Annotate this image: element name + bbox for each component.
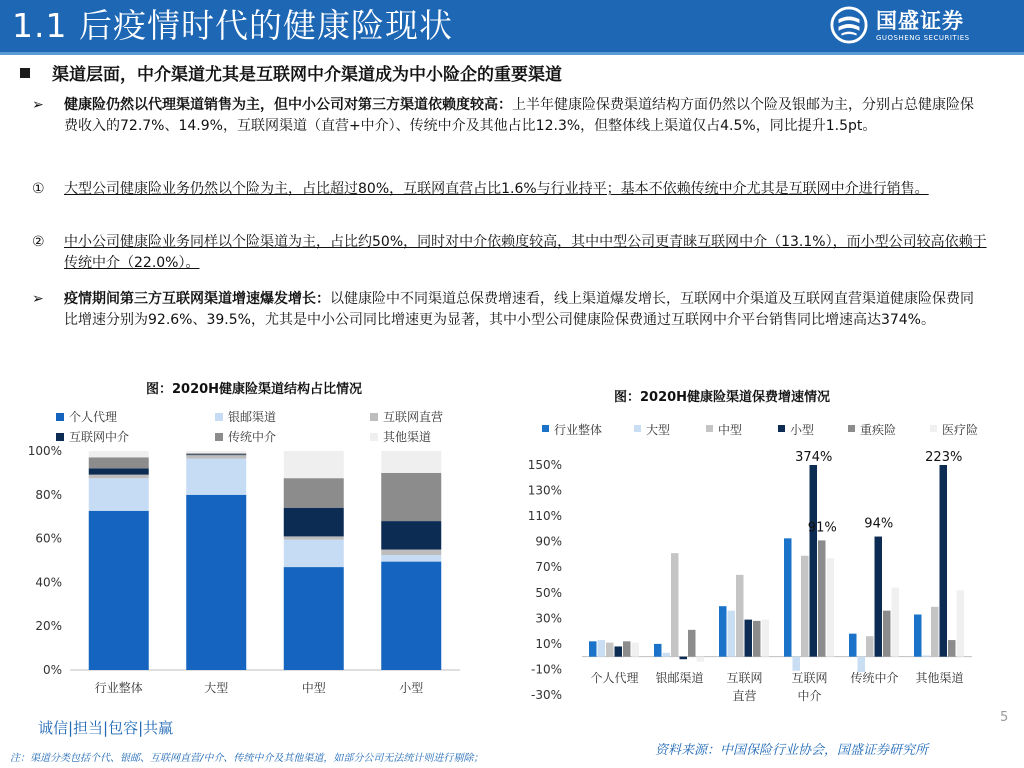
- section-heading: [20, 62, 1010, 88]
- x-tick-label: 行业整体: [94, 681, 143, 695]
- data-label: 374%: [795, 450, 833, 465]
- bar: [728, 611, 736, 657]
- logo-text-en: GUOSHENG SECURITIES: [876, 34, 970, 42]
- legend-swatch: [542, 425, 549, 432]
- arrow-bullet-icon: ➢: [32, 97, 44, 113]
- y-tick-label: 30%: [535, 611, 562, 626]
- page-number: 5: [1000, 710, 1009, 725]
- footer-slogan: 诚信|担当|包容|共赢: [38, 719, 174, 737]
- legend-label: 重疾险: [860, 423, 897, 437]
- y-tick-label: 150%: [527, 458, 562, 472]
- circled-two-icon: ②: [32, 234, 45, 250]
- bar: [931, 607, 939, 657]
- bullet-1-bold: 健康险仍然以代理渠道销售为主，但中小公司对第三方渠道依赖度较高：: [64, 97, 512, 113]
- y-tick-label: 90%: [535, 534, 562, 549]
- bar: [663, 653, 671, 657]
- y-tick-label: 40%: [35, 575, 62, 590]
- x-tick-label: 直营: [732, 689, 757, 703]
- legend-swatch: [56, 433, 64, 441]
- left-stacked-bar-chart: [0, 400, 500, 705]
- legend-label: 大型: [646, 423, 671, 437]
- arrow-bullet-icon: ➢: [32, 291, 44, 307]
- bar-segment: [381, 521, 441, 549]
- bar: [688, 630, 696, 657]
- bar: [598, 640, 606, 657]
- brand-logo: [824, 0, 1024, 52]
- legend-swatch: [370, 433, 378, 441]
- legend-label: 中型: [718, 423, 743, 437]
- bar-segment: [284, 451, 344, 478]
- bar: [606, 643, 614, 657]
- bar: [948, 640, 956, 657]
- bar: [697, 657, 705, 662]
- bar: [866, 636, 874, 656]
- bar: [957, 590, 965, 656]
- y-tick-label: 60%: [35, 531, 62, 546]
- bar-segment: [381, 555, 441, 562]
- bar: [745, 620, 753, 657]
- y-tick-label: 0%: [42, 663, 62, 677]
- bullet-4-text: 以健康险中不同渠道总保费增速看，线上渠道爆发增长，互联网中介渠道及互联网直营渠道健康险保费同比增速分别为92.6%、39.5%，尤其是中小公司同比增速更为显著，其中小型公司健康险保费通过互联网中介平台销售同比增速高达374%。: [64, 291, 974, 328]
- bar: [671, 553, 679, 657]
- bar: [623, 641, 631, 656]
- header-bar: [0, 0, 1024, 52]
- bullet-2-text: 大型公司健康险业务仍然以个险为主，占比超过80%，互联网直营占比1.6%与行业持平；基本不依赖传统中介尤其是互联网中介进行销售。: [64, 181, 929, 197]
- legend-swatch: [848, 425, 855, 432]
- legend-label: 行业整体: [554, 423, 603, 437]
- y-tick-label: 100%: [27, 444, 62, 458]
- bar: [923, 655, 931, 656]
- legend-swatch: [215, 433, 223, 441]
- bullet-1-text: 上半年健康险保费渠道结构方面仍然以个险及银邮为主，分别占总健康险保费收入的72.7%、14.9%，互联网渠道（直营+中介）、传统中介及其他占比12.3%，但整体线上渠道仅占4.5%，同比提升1.5pt。: [64, 97, 974, 134]
- bar: [801, 556, 809, 657]
- x-tick-label: 中型: [301, 681, 326, 695]
- bar: [753, 621, 761, 657]
- page-title: 1.1 后疫情时代的健康险现状: [12, 6, 453, 45]
- bar: [892, 588, 900, 657]
- bar: [736, 575, 744, 657]
- x-tick-label: 中介: [797, 689, 822, 703]
- bar: [719, 606, 727, 656]
- legend-label: 互联网中介: [69, 430, 130, 444]
- legend-swatch: [778, 425, 785, 432]
- bar: [589, 641, 597, 656]
- bar: [654, 644, 662, 657]
- bullet-3-text: 中小公司健康险业务同样以个险渠道为主，占比约50%，同时对中介依赖度较高，其中中型公司更青睐互联网中介（13.1%），而小型公司较高依赖于传统中介（22.0%）。: [64, 234, 987, 271]
- y-tick-label: 20%: [35, 619, 62, 634]
- logo-text-cn: 国盛证券: [876, 9, 964, 33]
- bullet-3: [32, 232, 987, 274]
- bar-segment: [89, 451, 149, 457]
- bar-segment: [186, 459, 246, 495]
- bullet-2: [32, 179, 987, 200]
- bar: [914, 615, 922, 657]
- bar-segment: [89, 468, 149, 474]
- bar: [875, 537, 883, 657]
- bar: [858, 657, 866, 672]
- bar-segment: [89, 478, 149, 511]
- legend-swatch: [370, 413, 378, 421]
- right-chart-title: 图：2020H健康险渠道保费增速情况: [614, 390, 831, 405]
- bar: [818, 540, 826, 656]
- bar-segment: [89, 511, 149, 670]
- bar: [680, 657, 688, 660]
- y-tick-label: -30%: [530, 688, 562, 702]
- logo-mark-icon: [830, 6, 868, 44]
- bar: [827, 558, 835, 656]
- right-grouped-bar-chart: [510, 415, 1020, 710]
- legend-label: 小型: [790, 423, 815, 437]
- bar: [883, 611, 891, 657]
- x-tick-label: 互联网: [791, 671, 828, 685]
- bar-segment: [186, 495, 246, 670]
- bar-segment: [186, 455, 246, 456]
- y-tick-label: 130%: [527, 483, 562, 498]
- bar-segment: [284, 508, 344, 537]
- bar: [762, 620, 770, 657]
- bar-segment: [381, 473, 441, 521]
- bar-segment: [89, 457, 149, 468]
- data-label: 223%: [925, 450, 963, 465]
- left-chart-title: 图：2020H健康险渠道结构占比情况: [146, 382, 363, 397]
- bar: [849, 634, 857, 657]
- bar-segment: [284, 567, 344, 670]
- bar-segment: [186, 453, 246, 454]
- square-bullet-icon: [20, 68, 30, 78]
- header-stripe: [0, 52, 1024, 55]
- section-heading-text: 渠道层面，中介渠道尤其是互联网中介渠道成为中小险企的重要渠道: [52, 65, 562, 85]
- bar-segment: [284, 540, 344, 567]
- legend-swatch: [706, 425, 713, 432]
- y-tick-label: 70%: [535, 560, 562, 575]
- bar-segment: [381, 562, 441, 670]
- y-tick-label: 10%: [535, 636, 562, 651]
- bar-segment: [186, 455, 246, 459]
- source-note: 资料来源：中国保险行业协会，国盛证券研究所: [655, 743, 929, 758]
- legend-label: 医疗险: [942, 423, 979, 437]
- bar: [784, 538, 792, 656]
- bar: [615, 646, 623, 656]
- x-tick-label: 小型: [399, 681, 424, 695]
- legend-swatch: [634, 425, 641, 432]
- bar: [793, 657, 801, 671]
- bar-segment: [89, 475, 149, 479]
- y-tick-label: 50%: [535, 585, 562, 600]
- bar: [810, 465, 818, 657]
- bar: [940, 465, 948, 657]
- bar: [632, 643, 640, 657]
- x-tick-label: 互联网: [726, 671, 763, 685]
- y-tick-label: -10%: [530, 662, 562, 677]
- bullet-4: [32, 289, 987, 331]
- y-tick-label: 80%: [35, 487, 62, 502]
- legend-label: 互联网直营: [383, 410, 444, 424]
- circled-one-icon: ①: [32, 181, 45, 197]
- legend-label: 其他渠道: [383, 430, 432, 444]
- bullet-1: [32, 95, 987, 137]
- bullet-4-bold: 疫情期间第三方互联网渠道增速爆发增长：: [64, 291, 330, 307]
- y-tick-label: 110%: [527, 509, 562, 524]
- x-tick-label: 其他渠道: [915, 671, 964, 685]
- bar-segment: [381, 451, 441, 473]
- bar-segment: [186, 451, 246, 453]
- data-label: 94%: [864, 516, 894, 532]
- bar-segment: [284, 536, 344, 539]
- legend-swatch: [56, 413, 64, 421]
- x-tick-label: 传统中介: [850, 671, 899, 685]
- x-tick-label: 个人代理: [590, 671, 639, 685]
- legend-label: 银邮渠道: [228, 410, 277, 424]
- footnote: 注：渠道分类包括个代、银邮、互联网直营/中介、传统中介及其他渠道，如部分公司无法统计则进行剔除；: [10, 753, 484, 764]
- legend-swatch: [215, 413, 223, 421]
- legend-swatch: [930, 425, 937, 432]
- bar-segment: [284, 478, 344, 508]
- bar-segment: [381, 550, 441, 555]
- x-tick-label: 银邮渠道: [655, 671, 704, 685]
- x-tick-label: 大型: [204, 681, 229, 695]
- legend-label: 传统中介: [228, 430, 277, 444]
- data-label: 91%: [807, 520, 837, 536]
- legend-label: 个人代理: [69, 410, 118, 424]
